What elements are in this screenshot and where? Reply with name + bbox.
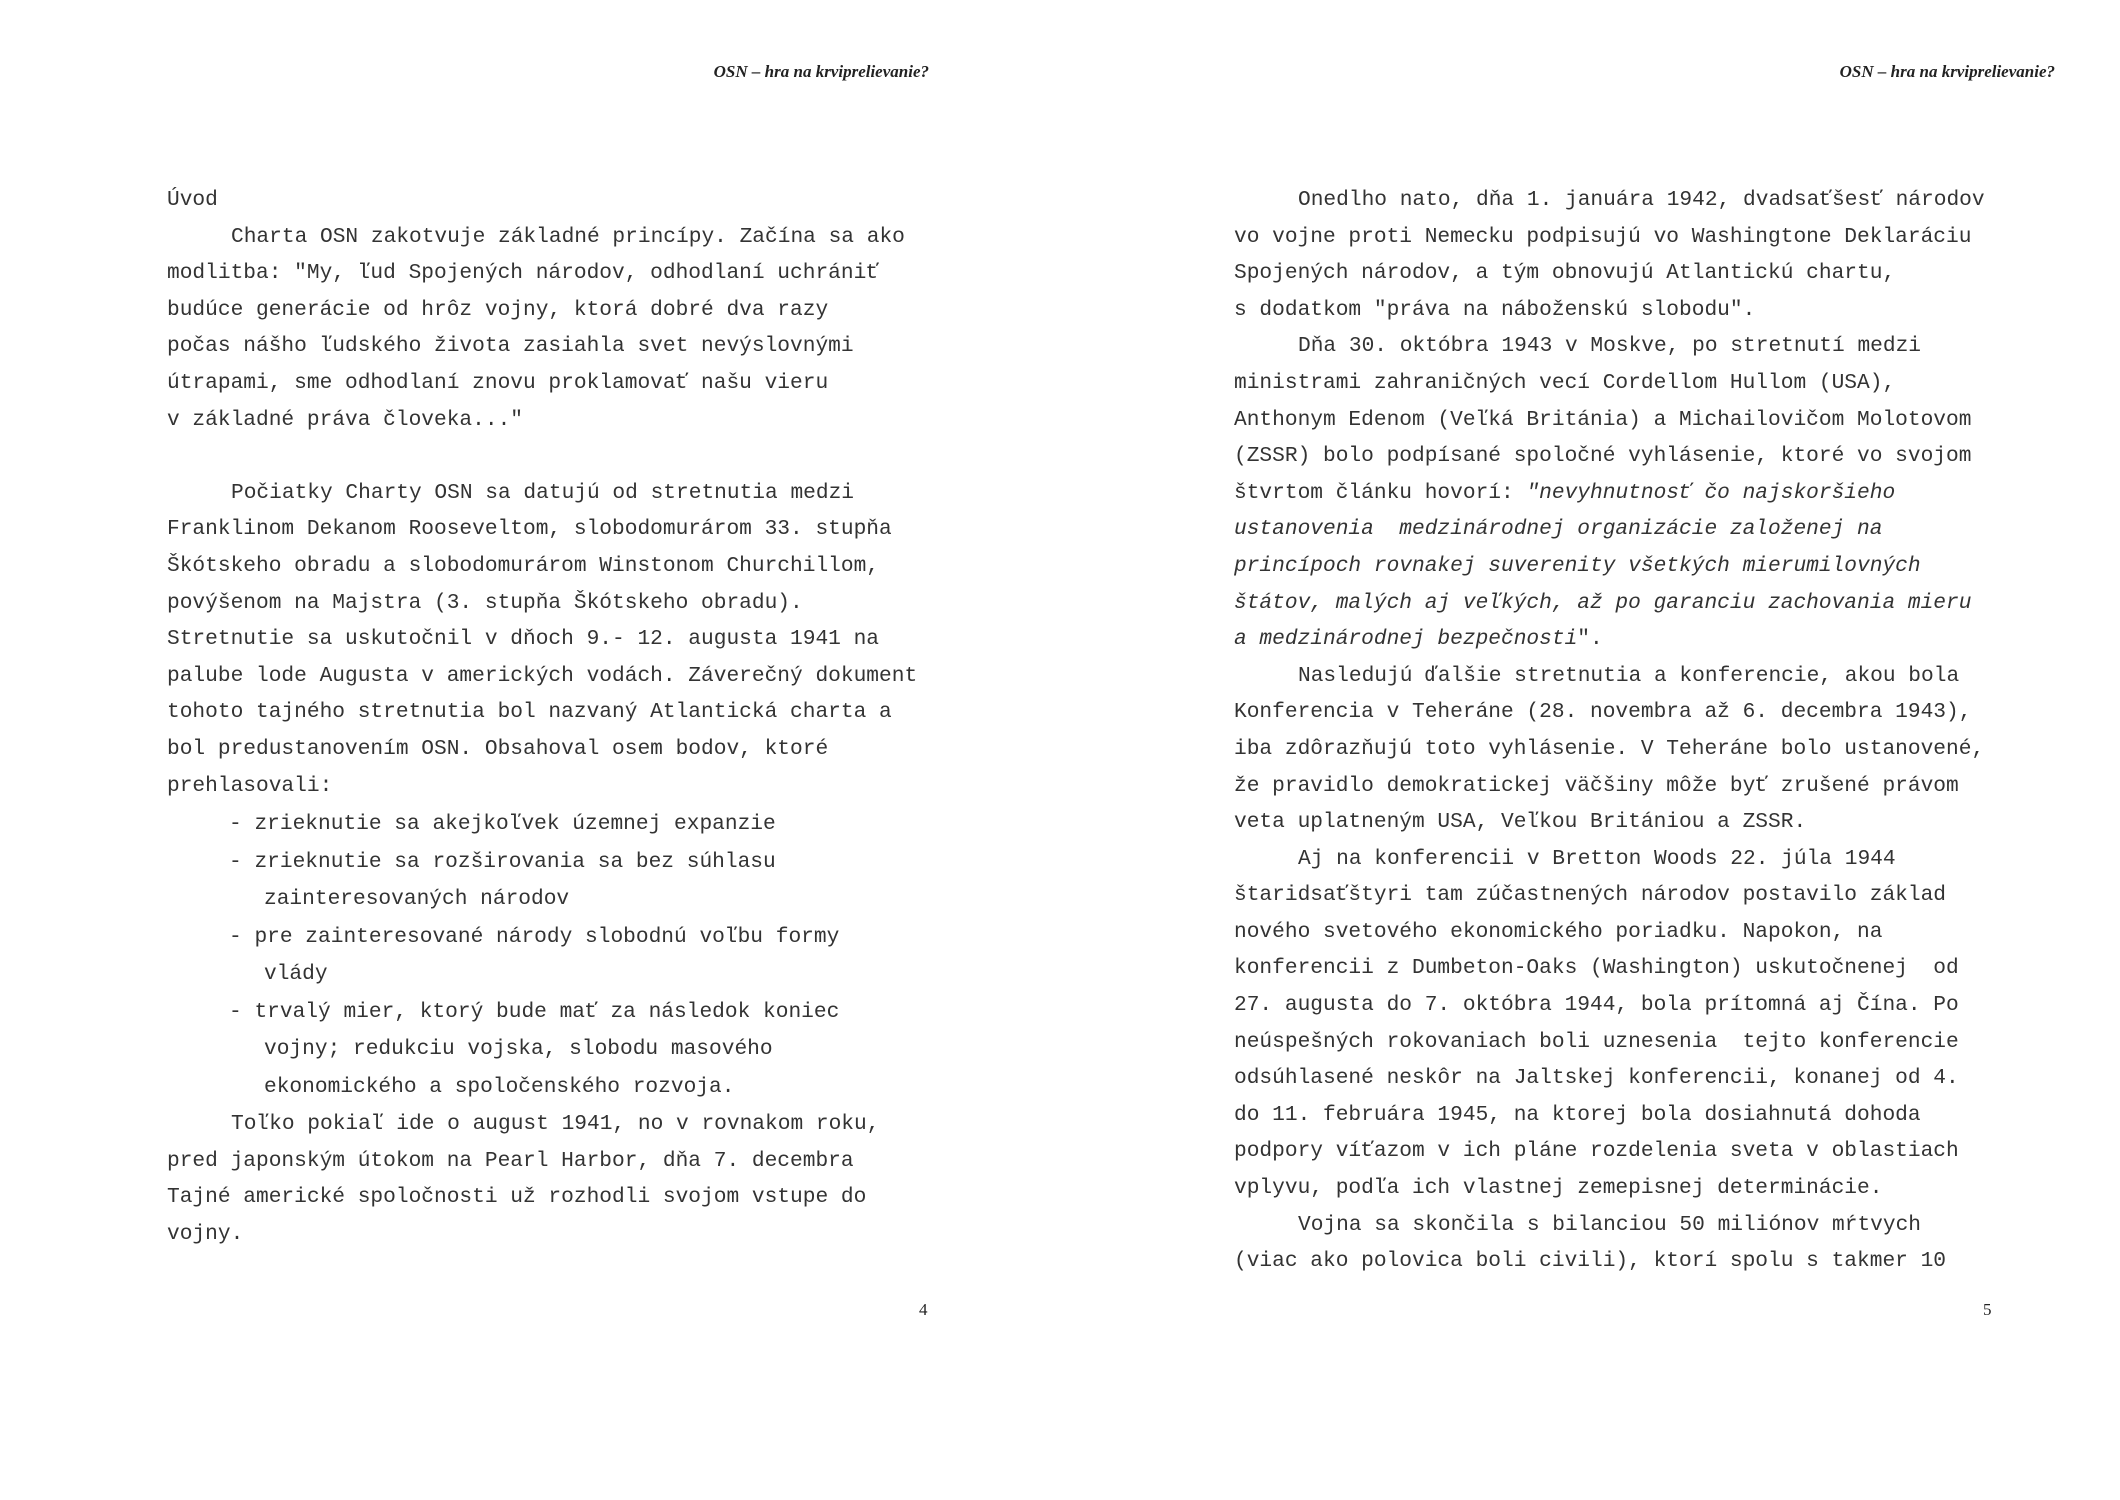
bullet-item: - zrieknutie sa akejkoľvek územnej expanzie <box>167 806 947 844</box>
running-head-left: OSN – hra na krviprelievanie? <box>713 62 929 81</box>
page-number-left: 4 <box>919 1300 928 1319</box>
paragraph-line: veta uplatneným USA, Veľkou Britániou a ZSSR. <box>1234 810 1807 835</box>
italic-quote: "nevyhnutnosť čo najskoršieho <box>1526 480 1896 505</box>
left-page-body <box>167 182 947 1252</box>
paragraph-line: vo vojne proti Nemecku podpisujú vo Washingtone Deklaráciu <box>1234 224 1972 249</box>
paragraph-line: Stretnutie sa uskutočnil v dňoch 9.- 12. augusta 1941 na <box>167 627 880 652</box>
paragraph-line: konferencii z Dumbeton-Oaks (Washington) uskutočnenej od <box>1234 956 1959 981</box>
paragraph-line: Onedlho nato, dňa 1. januára 1942, dvadsaťšesť národov <box>1298 188 1985 212</box>
paragraph-line: nového svetového ekonomického poriadku. Napokon, na <box>1234 919 1883 944</box>
paragraph-line: tohoto tajného stretnutia bol nazvaný Atlantická charta a <box>167 700 892 725</box>
paragraph-line: v základné práva človeka..." <box>167 407 524 432</box>
paragraph-line: podpory víťazom v ich pláne rozdelenia sveta v oblastiach <box>1234 1139 1959 1164</box>
paragraph-line: povýšenom na Majstra (3. stupňa Škótskeho obradu). <box>167 590 803 615</box>
paragraph-line: Nasledujú ďalšie stretnutia a konferencie, akou bola <box>1298 663 1960 688</box>
bullet-item: - zrieknutie sa rozširovania sa bez súhlasu <box>167 844 947 882</box>
paragraph-line: útrapami, sme odhodlaní znovu proklamovať našu vieru <box>167 370 829 395</box>
paragraph-line: že pravidlo demokratickej väčšiny môže byť zrušené právom <box>1234 773 1959 798</box>
italic-quote: princípoch rovnakej suverenity všetkých mierumilovných <box>1234 553 1921 578</box>
paragraph-line: Toľko pokiaľ ide o august 1941, no v rovnakom roku, <box>231 1112 880 1137</box>
bullet-item-continuation: vojny; redukciu vojska, slobodu masového <box>264 1037 773 1062</box>
paragraph-line: Aj na konferencii v Bretton Woods 22. júla 1944 <box>1298 846 1896 871</box>
page-number-right: 5 <box>1983 1300 1992 1319</box>
italic-quote: ustanovenia medzinárodnej organizácie založenej na <box>1234 517 1883 542</box>
paragraph-line: iba zdôrazňujú toto vyhlásenie. V Teheráne bolo ustanovené, <box>1234 736 1985 761</box>
paragraph-line: Charta OSN zakotvuje základné princípy. Začína sa ako <box>231 224 905 249</box>
bullet-list <box>167 806 947 1106</box>
paragraph-line: ministrami zahraničných vecí Cordellom Hullom (USA), <box>1234 370 1896 395</box>
paragraph-line: vojny. <box>167 1221 244 1246</box>
paragraph-gap <box>167 438 947 475</box>
bullet-item-continuation: zainteresovaných národov <box>264 887 570 912</box>
paragraph-line: pred japonským útokom na Pearl Harbor, dňa 7. decembra <box>167 1148 854 1173</box>
italic-quote: štátov, malých aj veľkých, až po garanciu zachovania mieru <box>1234 590 1972 615</box>
paragraph-line: Tajné americké spoločnosti už rozhodli svojom vstupe do <box>167 1185 867 1210</box>
paragraph-line: odsúhlasené neskôr na Jaltskej konferencii, konanej od 4. <box>1234 1066 1959 1091</box>
paragraph-line: neúspešných rokovaniach boli uznesenia tejto konferencie <box>1234 1029 1959 1054</box>
paragraph-line: prehlasovali: <box>167 773 333 798</box>
bullet-item: - pre zainteresované národy slobodnú voľbu formy <box>167 919 947 957</box>
paragraph-line: do 11. februára 1945, na ktorej bola dosiahnutá dohoda <box>1234 1102 1921 1127</box>
paragraph-line: Franklinom Dekanom Rooseveltom, slobodomurárom 33. stupňa <box>167 517 892 542</box>
paragraph-line-mixed <box>1234 621 2064 658</box>
paragraph-line: modlitba: "My, ľud Spojených národov, odhodlaní uchrániť <box>167 261 880 286</box>
paragraph-line: Počiatky Charty OSN sa datujú od stretnutia medzi <box>231 480 855 505</box>
section-heading: Úvod <box>167 188 218 212</box>
paragraph-line: Anthonym Edenom (Veľká Británia) a Michailovičom Molotovom <box>1234 407 1972 432</box>
paragraph-line: štaridsaťštyri tam zúčastnených národov postavilo základ <box>1234 883 1947 908</box>
right-page-body <box>1234 182 2064 1280</box>
paragraph-line: Dňa 30. októbra 1943 v Moskve, po stretnutí medzi <box>1298 334 1922 359</box>
running-head-right: OSN – hra na krviprelievanie? <box>1839 62 2055 81</box>
paragraph-line: palube lode Augusta v amerických vodách. Záverečný dokument <box>167 663 918 688</box>
paragraph-line-mixed <box>1234 475 2064 512</box>
paragraph-line: Škótskeho obradu a slobodomurárom Winstonom Churchillom, <box>167 553 880 578</box>
bullet-item: - trvalý mier, ktorý bude mať za následok koniec <box>167 994 947 1032</box>
paragraph-line: 27. augusta do 7. októbra 1944, bola prítomná aj Čína. Po <box>1234 993 1959 1018</box>
paragraph-line: budúce generácie od hrôz vojny, ktorá dobré dva razy <box>167 297 829 322</box>
bullet-item-continuation: ekonomického a spoločenského rozvoja. <box>264 1074 735 1099</box>
paragraph-line: počas nášho ľudského života zasiahla svet nevýslovnými <box>167 334 854 359</box>
plain-text: štvrtom článku hovorí: <box>1234 480 1527 505</box>
paragraph-line: Vojna sa skončila s bilanciou 50 miliónov mŕtvych <box>1298 1212 1922 1237</box>
paragraph-line: Spojených národov, a tým obnovujú Atlantickú chartu, <box>1234 261 1896 286</box>
right-page <box>1060 0 2120 1500</box>
paragraph-line: s dodatkom "práva na náboženskú slobodu". <box>1234 297 1756 322</box>
paragraph-line <box>1234 585 2064 622</box>
paragraph-line: (ZSSR) bolo podpísané spoločné vyhlásenie, ktoré vo svojom <box>1234 444 1972 469</box>
plain-text: ". <box>1577 627 1603 652</box>
paragraph-line: vplyvu, podľa ich vlastnej zemepisnej determinácie. <box>1234 1176 1883 1201</box>
paragraph-line: (viac ako polovica boli civili), ktorí spolu s takmer 10 <box>1234 1249 1947 1274</box>
italic-quote: a medzinárodnej bezpečnosti <box>1234 627 1578 652</box>
paragraph-line <box>1234 511 2064 548</box>
paragraph-line: bol predustanovením OSN. Obsahoval osem bodov, ktoré <box>167 736 829 761</box>
paragraph-line: Konferencia v Teheráne (28. novembra až 6. decembra 1943), <box>1234 700 1972 725</box>
bullet-item-continuation: vlády <box>264 962 328 987</box>
paragraph-line <box>1234 548 2064 585</box>
